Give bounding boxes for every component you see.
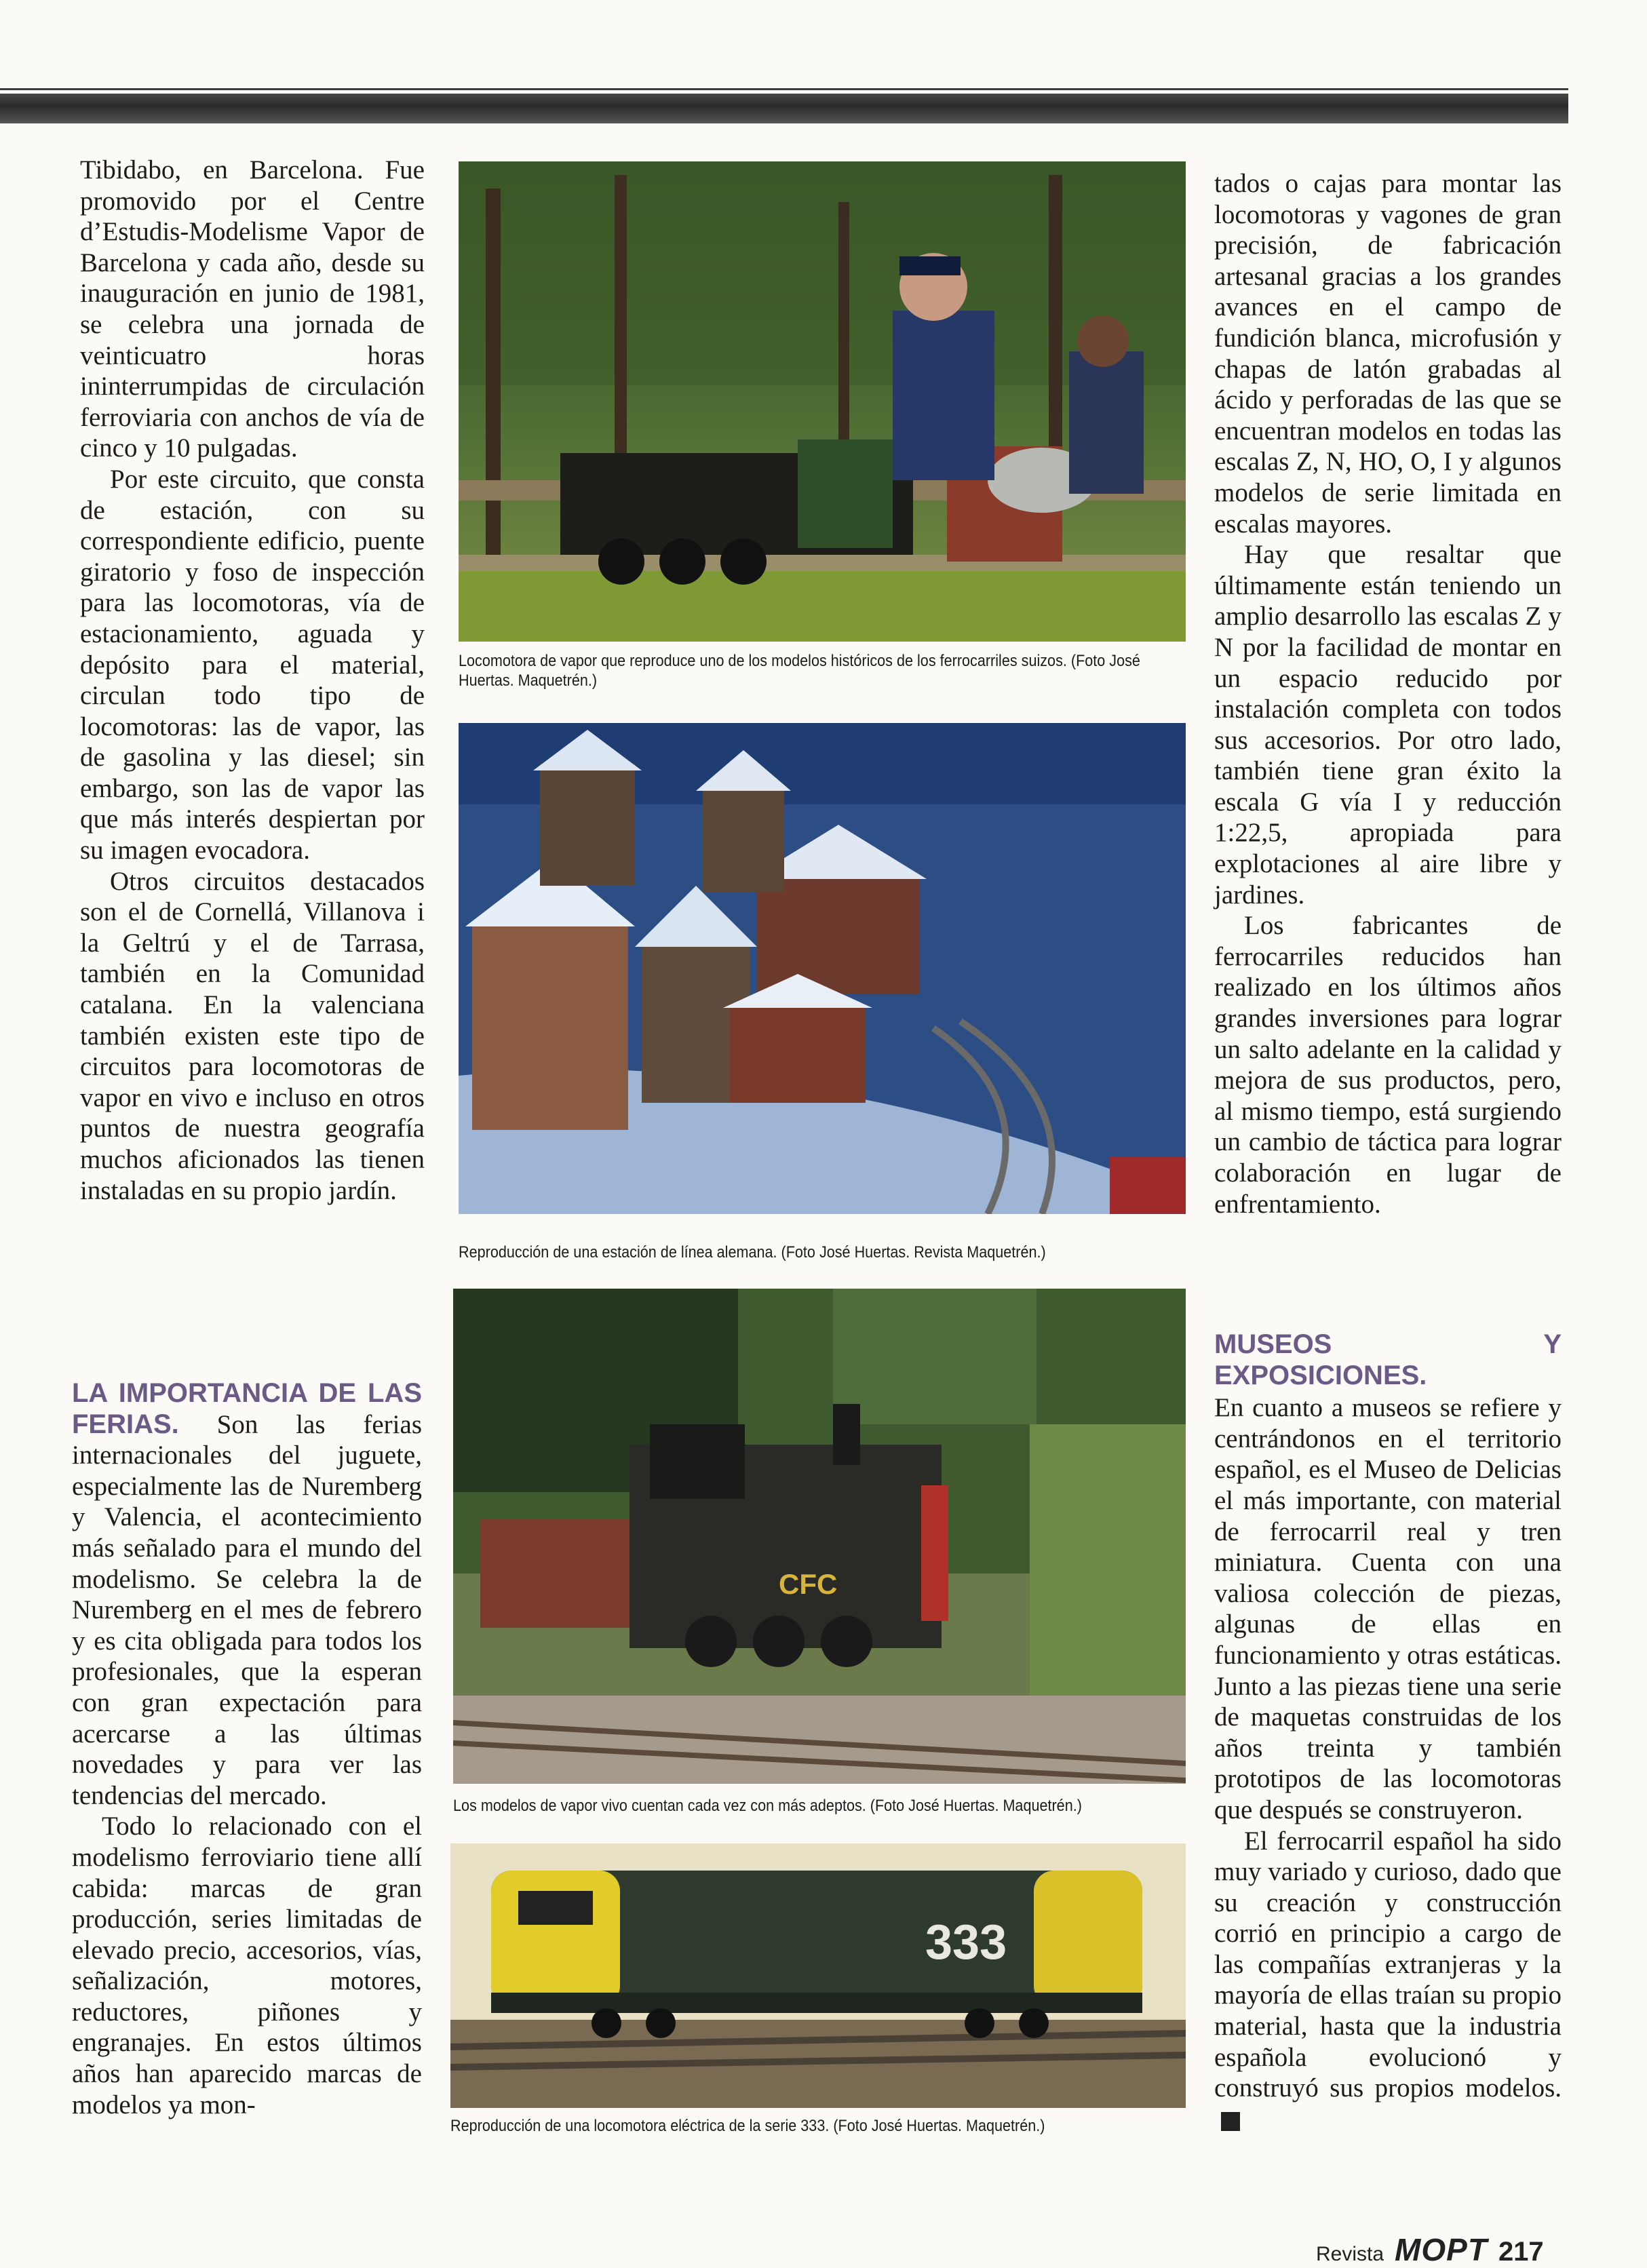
column-3-section: [1214, 1329, 1562, 2134]
caption-photo-4: Reproducción de una locomotora eléctrica de la serie 333. (Foto José Huertas. Maquetrén.): [450, 2117, 1045, 2135]
column-1-section: [72, 1378, 422, 2120]
section-heading: LA IMPORTANCIA DE LAS FERIAS.: [72, 1378, 422, 1439]
end-mark: [1221, 2112, 1240, 2131]
caption-photo-1: Locomotora de vapor que reproduce uno de los modelos históricos de los ferrocarriles suizos. (Foto José Huertas. Maquetrén.): [459, 652, 1140, 690]
paragraph: [1214, 1826, 1562, 2135]
caption-photo-3: Los modelos de vapor vivo cuentan cada vez con más adeptos. (Foto José Huertas. Maquetrén.): [453, 1797, 1082, 1815]
header-rule: [0, 88, 1568, 90]
footer-label: Revista: [1316, 2243, 1384, 2265]
caption-photo-2: Reproducción de una estación de línea alemana. (Foto José Huertas. Revista Maquetrén.): [459, 1243, 1046, 1262]
photo-snowy-station: [459, 723, 1186, 1214]
paragraph: [72, 1378, 422, 1811]
page-footer: [1316, 2231, 1544, 2268]
page-number: 217: [1498, 2237, 1544, 2267]
column-3: [1214, 168, 1562, 1219]
paragraph-text: El ferrocarril español ha sido muy variado y curioso, dado que su creación y construcción corrió en principio a cargo de las compañías extranjeras y la mayoría de ellas traían su propio material, hasta que la industria española evolucionó y construyó sus propios modelos.: [1214, 1826, 1562, 2103]
paragraph: Hay que resaltar que últimamente están teniendo un amplio desarrollo las escalas Z y N por la facilidad de montar en un espacio reducido por instalación completa con todos sus accesorios. Por otro lado, también tiene gran éxito la escala G vía I y reducción 1:22,5, apropiada para explotaciones al aire libre y jardines.: [1214, 540, 1562, 910]
header-bar: [0, 94, 1568, 123]
photo-333-locomotive: [450, 1843, 1186, 2108]
paragraph: Tibidabo, en Barcelona. Fue promovido por el Centre d’Estudis-Modelisme Vapor de Barcelona y cada año, desde su inauguración en junio de 1981, se celebra una jornada de veinticuatro horas ininterrumpidas de circulación ferroviaria con anchos de vía de cinco y 10 pulgadas.: [80, 155, 425, 463]
paragraph: Otros circuitos destacados son el de Cornellá, Villanova i la Geltrú y el de Tarrasa, también en la Comunidad catalana. En la valenciana también existen este tipo de circuitos para locomotoras de vapor en vivo e incluso en otros puntos de nuestra geografía muchos aficionados las tienen instaladas en su propio jardín.: [80, 866, 425, 1205]
paragraph: Todo lo relacionado con el modelismo ferroviario tiene allí cabida: marcas de gran producción, series limitadas de elevado precio, accesorios, vías, señalización, motores, reductores, piñones y engranajes. En estos últimos años han aparecido marcas de modelos ya mon-: [72, 1812, 422, 2119]
paragraph-text: Son las ferias internacionales del juguete, especialmente las de Nuremberg y Valencia, el acontecimiento más señalado para el mundo del modelismo. Se celebra la de Nuremberg en el mes de febrero y es cita obligada para todos los profesionales, que la esperan con gran expectación para acercarse a las últimas novedades y para ver las tendencias del mercado.: [72, 1409, 422, 1810]
photo-cfc-locomotive: [453, 1289, 1186, 1784]
column-1: [80, 155, 425, 1206]
footer-brand: MOPT: [1395, 2232, 1488, 2267]
paragraph: Por este circuito, que consta de estación, con su correspondiente edificio, puente giratorio y foso de inspección para las locomotoras, vía de estacionamiento, aguada y depósito para el material, circulan todo tipo de locomotoras: las de vapor, las de gasolina y las diesel; sin embargo, son las de vapor las que más interés despiertan por su imagen evocadora.: [80, 464, 425, 865]
cfc-lettering: CFC: [779, 1568, 838, 1600]
section-heading: MUSEOS Y EXPOSICIONES.: [1214, 1329, 1562, 1390]
paragraph: Los fabricantes de ferrocarriles reducidos han realizado en los últimos años grandes inversiones para lograr un salto adelante en la calidad y mejora de sus productos, pero, al mismo tiempo, está surgiendo un cambio de táctica para lograr colaboración en lugar de enfrentamiento.: [1214, 911, 1562, 1219]
paragraph: tados o cajas para montar las locomotoras y vagones de gran precisión, de fabricación artesanal gracias a los grandes avances en el campo de fundición blanca, microfusión y chapas de latón grabadas al ácido y perforadas de las que se encuentran modelos en todas las escalas Z, N, HO, O, I y algunos modelos de serie limitada en escalas mayores.: [1214, 169, 1562, 539]
333-lettering: 333: [925, 1915, 1007, 1970]
paragraph: En cuanto a museos se refiere y centrándonos en el territorio español, es el Museo de Delicias el más importante, con material de ferrocarril real y tren miniatura. Cuenta con una valiosa colección de piezas, algunas de ellas en funcionamiento y otras estáticas. Junto a las piezas tiene una serie de maquetas construidas de los años treinta y también prototipos de las locomotoras que después se construyeron.: [1214, 1393, 1562, 1824]
photo-steam-locomotive-park: [459, 161, 1186, 642]
